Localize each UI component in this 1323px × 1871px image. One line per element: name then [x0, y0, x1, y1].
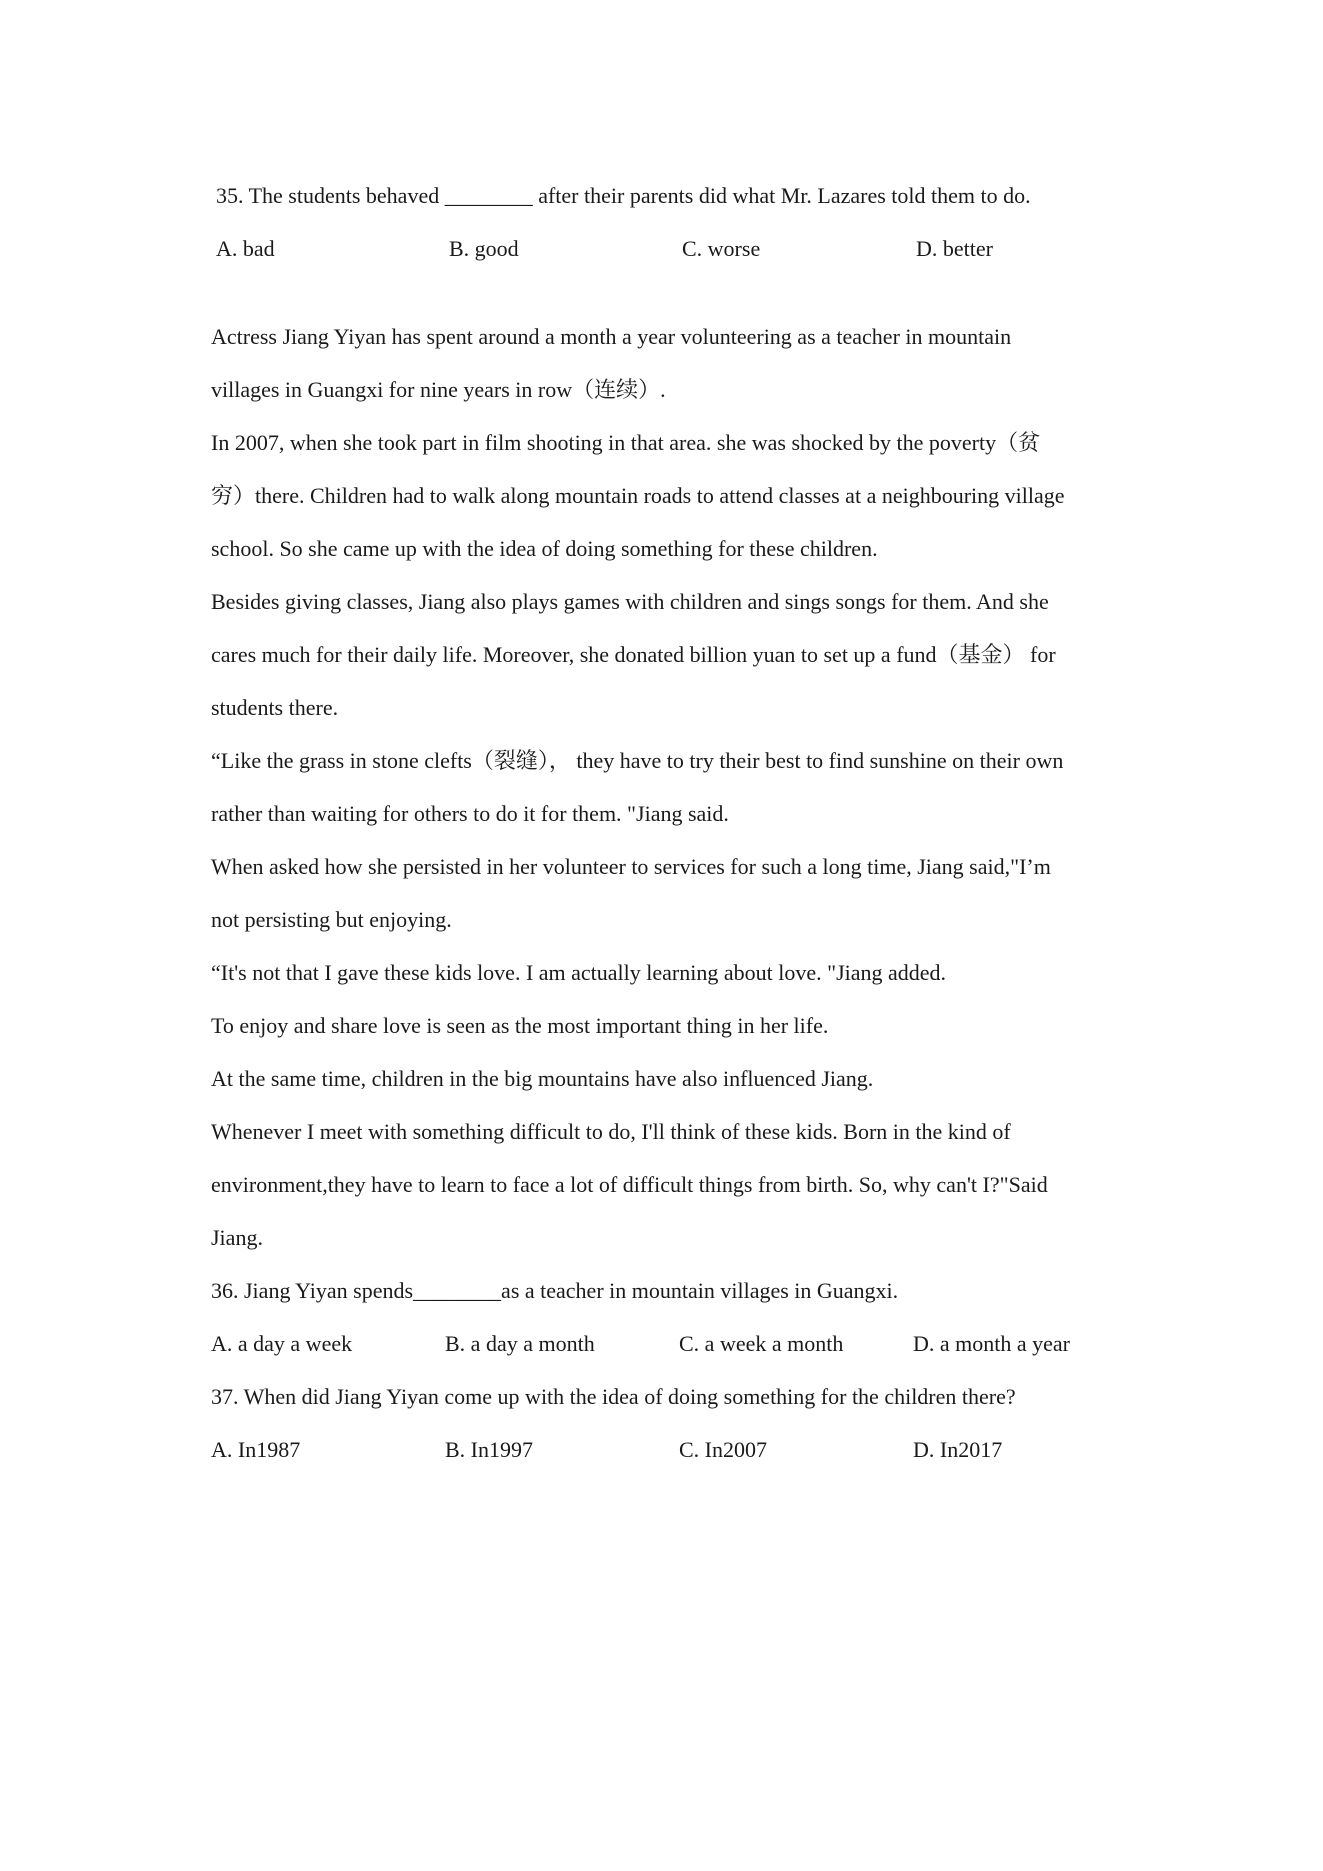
passage-line: “Like the grass in stone clefts（裂缝）， they have to try their best to find sunshine on their own [211, 748, 1064, 773]
passage-line: school. So she came up with the idea of doing something for these children. [211, 536, 878, 561]
passage-line: To enjoy and share love is seen as the most important thing in her life. [211, 1013, 829, 1038]
question-35-stem: 35. The students behaved ________ after their parents did what Mr. Lazares told them to do. [216, 183, 1031, 208]
question-36-option-a: A. a day a week [211, 1331, 353, 1356]
passage-line: Actress Jiang Yiyan has spent around a month a year volunteering as a teacher in mountain [211, 324, 1012, 349]
question-37-option-a: A. In1987 [211, 1437, 301, 1462]
question-35-option-c: C. worse [682, 236, 761, 261]
question-36-option-c: C. a week a month [679, 1331, 844, 1356]
question-35-option-b: B. good [449, 236, 519, 261]
passage-line: Jiang. [211, 1225, 263, 1250]
passage-line: rather than waiting for others to do it for them. "Jiang said. [211, 801, 729, 826]
passage-line: Besides giving classes, Jiang also plays games with children and sings songs for them. And she [211, 589, 1049, 614]
passage-line: cares much for their daily life. Moreover, she donated billion yuan to set up a fund（基金） for [211, 642, 1056, 667]
question-35-option-a: A. bad [216, 236, 275, 261]
passage-line: environment,they have to learn to face a lot of difficult things from birth. So, why can't I?"Said [211, 1172, 1048, 1197]
passage-line: At the same time, children in the big mountains have also influenced Jiang. [211, 1066, 874, 1091]
passage-line: not persisting but enjoying. [211, 907, 452, 932]
question-36-option-b: B. a day a month [445, 1331, 595, 1356]
question-35-option-d: D. better [916, 236, 993, 261]
passage-line: 穷）there. Children had to walk along mountain roads to attend classes at a neighbouring village [211, 483, 1065, 508]
question-36-option-d: D. a month a year [913, 1331, 1070, 1356]
passage-line: When asked how she persisted in her volunteer to services for such a long time, Jiang said,"I’m [211, 854, 1051, 879]
passage-line: “It's not that I gave these kids love. I am actually learning about love. "Jiang added. [211, 960, 947, 985]
question-37-stem: 37. When did Jiang Yiyan come up with the idea of doing something for the children there? [211, 1384, 1016, 1409]
passage-line: students there. [211, 695, 339, 720]
question-36-stem: 36. Jiang Yiyan spends________as a teacher in mountain villages in Guangxi. [211, 1278, 899, 1303]
question-37-option-c: C. In2007 [679, 1437, 767, 1462]
passage-line: villages in Guangxi for nine years in row（连续）. [211, 377, 666, 402]
question-37-option-d: D. In2017 [913, 1437, 1003, 1462]
passage-line: In 2007, when she took part in film shooting in that area. she was shocked by the poverty（贫 [211, 430, 1041, 455]
question-37-option-b: B. In1997 [445, 1437, 533, 1462]
passage-line: Whenever I meet with something difficult to do, I'll think of these kids. Born in the kind of [211, 1119, 1011, 1144]
